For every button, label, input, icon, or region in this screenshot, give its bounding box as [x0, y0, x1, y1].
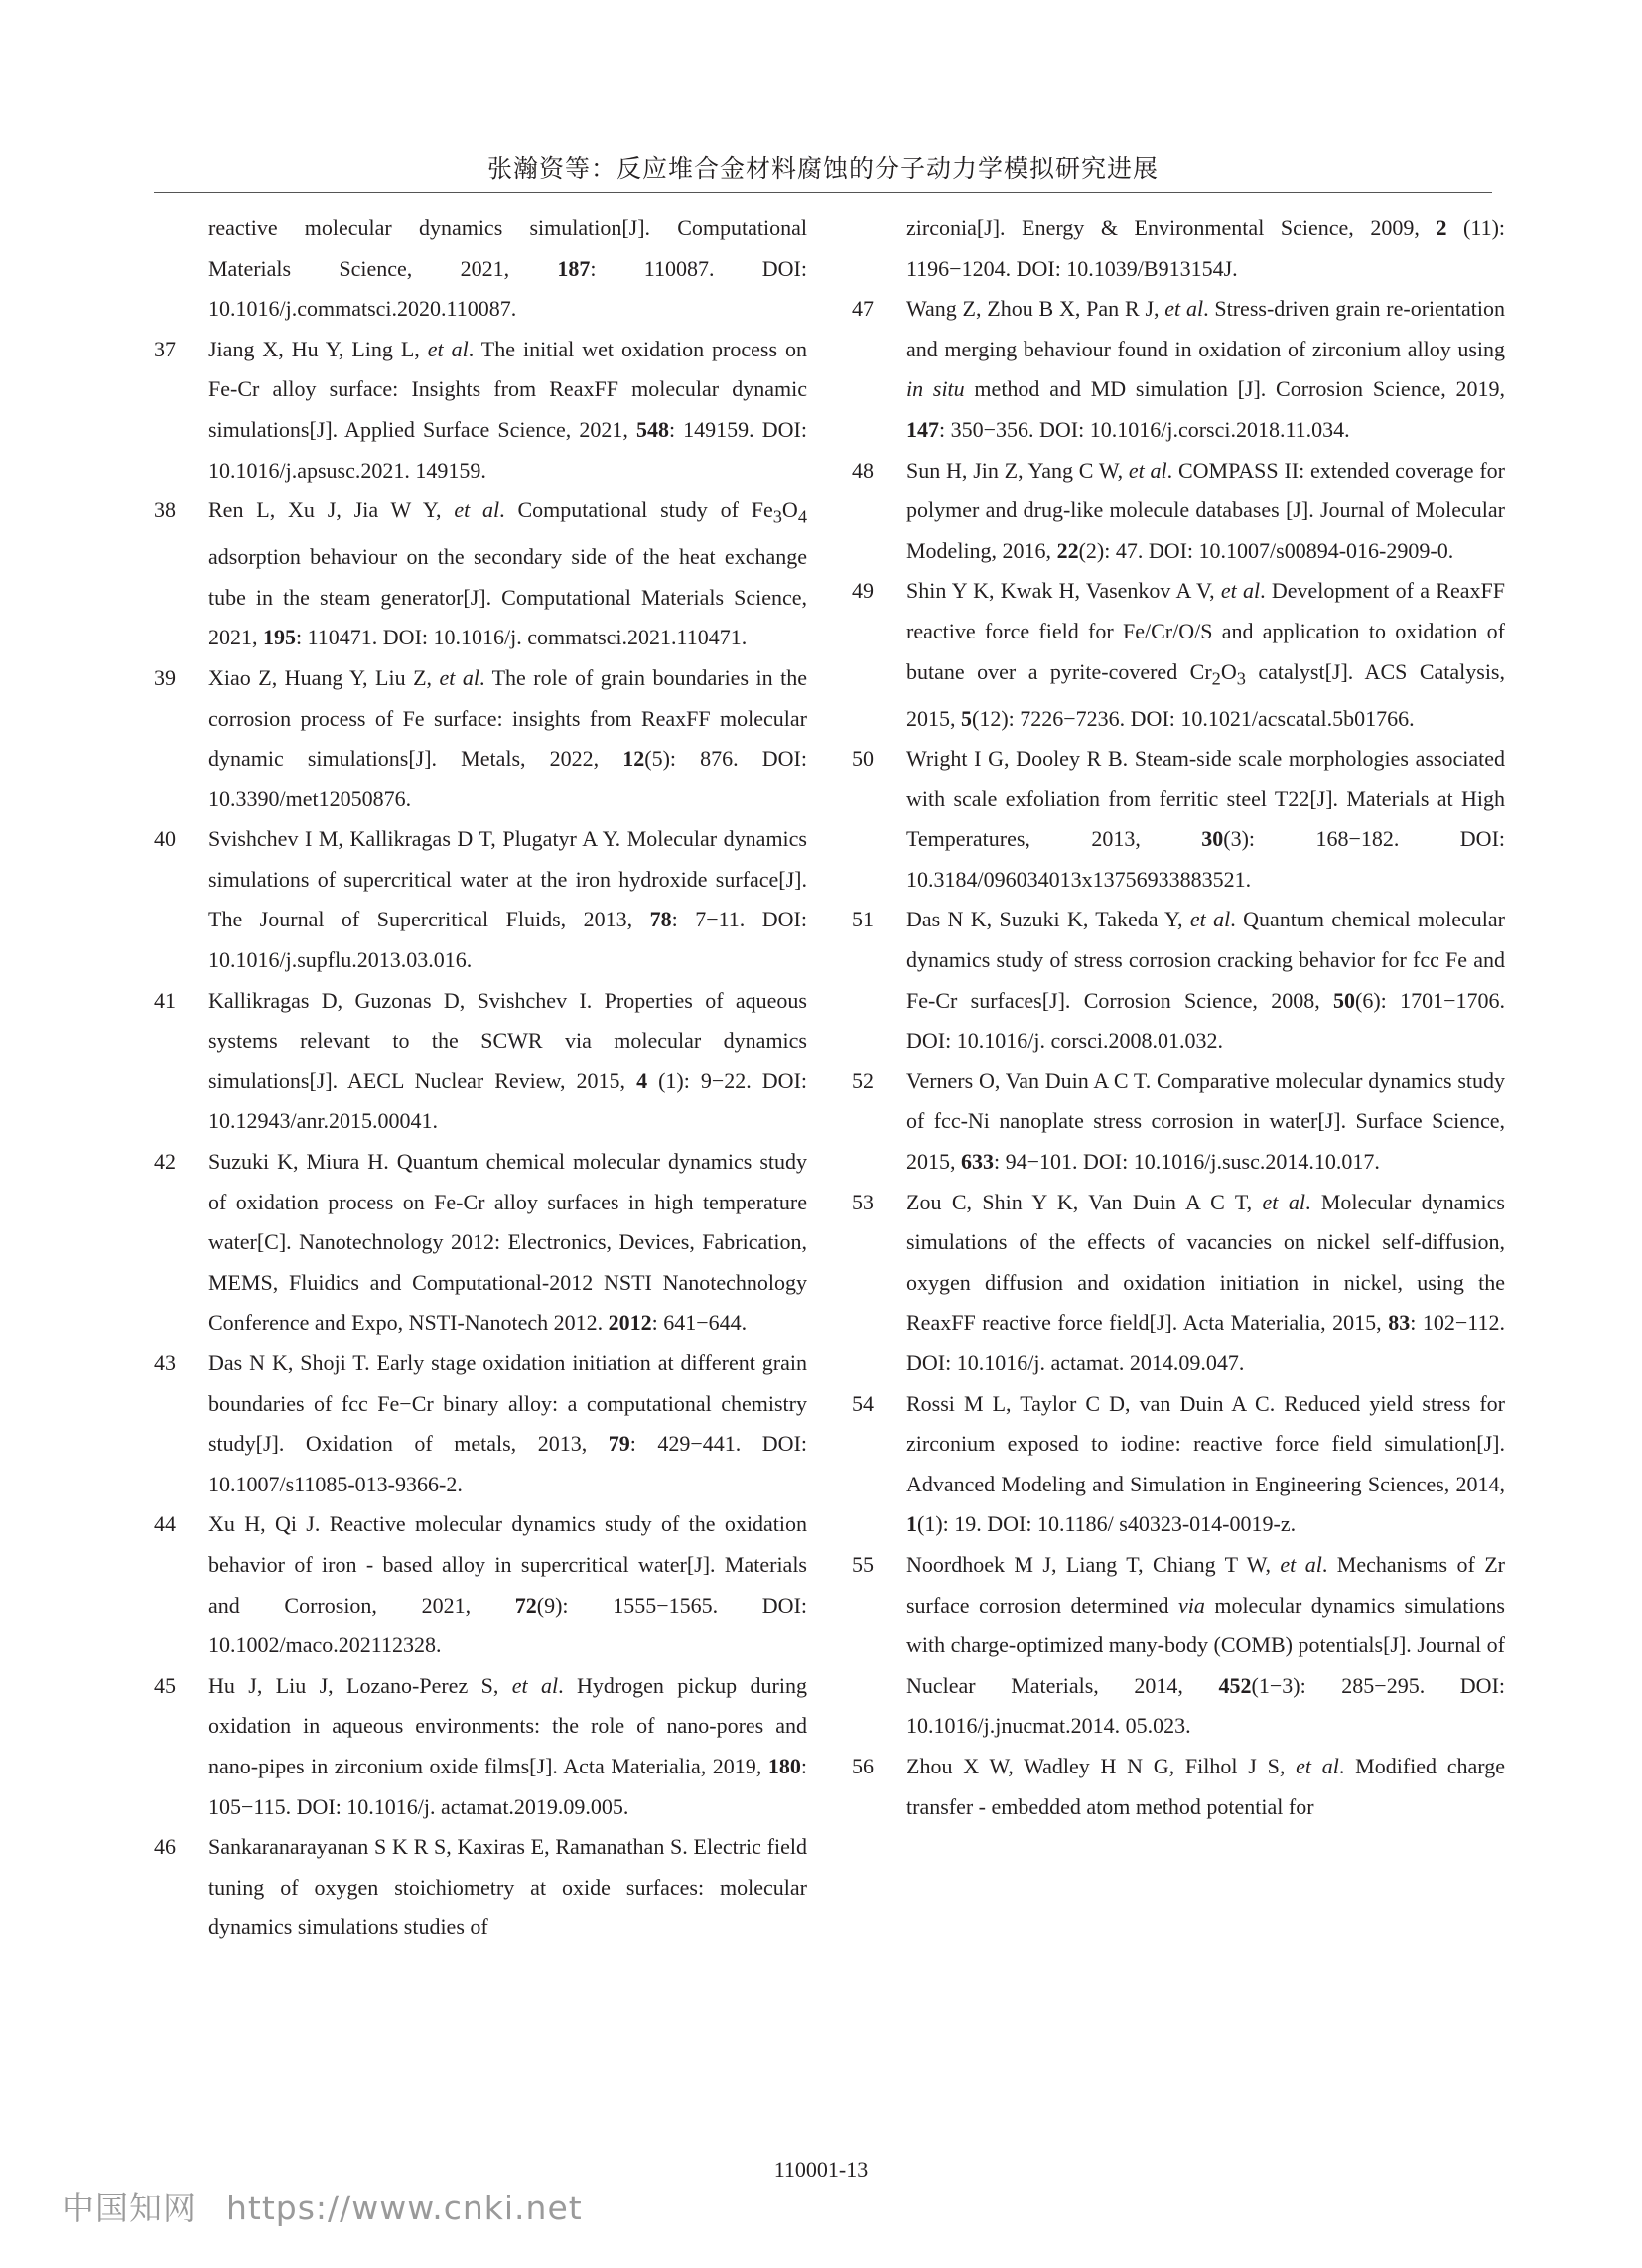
reference-number: 41	[154, 987, 176, 1013]
reference-text: Noordhoek M J, Liang T, Chiang T W, et al. Mechanisms of Zr surface corrosion determined via molecular dynamics simulations with charge-optimized many-body (COMB) potentials[J]. Journal of Nuclear Materials, 2014, 452(1−3): 285−295. DOI: 10.1016/j.jnucmat.2014. 05.023.	[906, 1551, 1506, 1739]
reference-text: Wang Z, Zhou B X, Pan R J, et al. Stress-driven grain re-orientation and merging behaviour found in oxidation of zirconium alloy using in situ method and MD simulation [J]. Corrosion Science, 2019, 147: 350−356. DOI: 10.1016/j.corsci.2018.11.034.	[906, 296, 1505, 442]
reference-entry	[154, 1827, 807, 1948]
reference-text: Shin Y K, Kwak H, Vasenkov A V, et al. Development of a ReaxFF reactive force field for Fe/Cr/O/S and application to oxidation of butane over a pyrite-covered $Cr_2O_3$ catalyst[J]. ACS Catalysis, 2015, 5(12): 7226−7236. DOI: 10.1021/acscatal.5b01766.	[906, 578, 1505, 731]
reference-text: Zou C, Shin Y K, Van Duin A C T, et al. Molecular dynamics simulations of the effects of vacancies on nickel self-diffusion, oxygen diffusion and oxidation initiation in nickel, using the ReaxFF reactive force field[J]. Acta Materialia, 2015, 83: 102−112. DOI: 10.1016/j. actamat. 2014.09.047.	[906, 1189, 1505, 1376]
reference-text: Kallikragas D, Guzonas D, Svishchev I. Properties of aqueous systems relevant to the SCWR via molecular dynamics simulations[J]. AECL Nuclear Review, 2015, 4 (1): 9−22. DOI: 10.12943/anr.2015.00041.	[208, 987, 808, 1134]
reference-number: 48	[852, 457, 874, 483]
reference-entry	[154, 819, 807, 980]
reference-entry	[852, 739, 1505, 900]
reference-text: Wright I G, Dooley R B. Steam-side scale morphologies associated with scale exfoliation from ferritic steel T22[J]. Materials at High Temperatures, 2013, 30(3): 168−182. DOI: 10.3184/096034013x13756933883521.	[906, 746, 1506, 892]
reference-text: Xu H, Qi J. Reactive molecular dynamics study of the oxidation behavior of iron - based alloy in supercritical water[J]. Materials and Corrosion, 2021, 72(9): 1555−1565. DOI: 10.1002/maco.202112328.	[208, 1511, 808, 1658]
reference-text: Ren L, Xu J, Jia W Y, et al. Computational study of $Fe_3O_4$ adsorption behaviour on the secondary side of the heat exchange tube in the steam generator[J]. Computational Materials Science, 2021, 195: 110471. DOI: 10.1016/j. commatsci.2021.110471.	[208, 497, 807, 650]
reference-number: 43	[154, 1350, 176, 1376]
references-right-column	[852, 209, 1505, 1827]
reference-entry	[154, 209, 807, 330]
reference-text: Sun H, Jin Z, Yang C W, et al. COMPASS II: extended coverage for polymer and drug-like molecule databases [J]. Journal of Molecular Modeling, 2016, 22(2): 47. DOI: 10.1007/s00894-016-2909-0.	[906, 457, 1506, 563]
reference-number: 49	[852, 578, 874, 604]
reference-entry	[154, 1504, 807, 1665]
reference-number: 50	[852, 746, 874, 772]
reference-entry	[154, 1142, 807, 1344]
reference-number: 55	[852, 1551, 874, 1577]
watermark-url: https://www.cnki.net	[226, 2189, 583, 2227]
reference-number: 46	[154, 1834, 176, 1860]
reference-number: 45	[154, 1672, 176, 1698]
reference-text: Sankaranarayanan S K R S, Kaxiras E, Ramanathan S. Electric field tuning of oxygen stoichiometry at oxide surfaces: molecular dynamics simulations studies of	[208, 1834, 807, 1940]
reference-entry	[154, 330, 807, 491]
reference-text: zirconia[J]. Energy & Environmental Science, 2009, 2 (11): 1196−1204. DOI: 10.1039/B913154J.	[906, 215, 1506, 281]
reference-number: 54	[852, 1390, 874, 1416]
reference-entry	[852, 451, 1505, 572]
reference-entry	[852, 1747, 1505, 1827]
reference-number: 56	[852, 1753, 874, 1778]
running-header: 张瀚资等：反应堆合金材料腐蚀的分子动力学模拟研究进展	[486, 154, 1159, 183]
reference-entry	[154, 491, 807, 658]
reference-text: Rossi M L, Taylor C D, van Duin A C. Reduced yield stress for zirconium exposed to iodine: reactive force field simulation[J]. Advanced Modeling and Simulation in Engineering Sciences, 2014, 1(1): 19. DOI: 10.1186/ s40323-014-0019-z.	[906, 1390, 1505, 1537]
reference-number: 37	[154, 336, 176, 361]
reference-number: 44	[154, 1511, 176, 1537]
reference-entry	[154, 1666, 807, 1827]
reference-entry	[154, 981, 807, 1142]
watermark-brand: 中国知网	[62, 2189, 197, 2227]
header-rule	[154, 192, 1492, 193]
reference-entry	[852, 1545, 1505, 1747]
reference-text: Zhou X W, Wadley H N G, Filhol J S, et al. Modified charge transfer - embedded atom method potential for	[906, 1753, 1506, 1819]
reference-text: Suzuki K, Miura H. Quantum chemical molecular dynamics study of oxidation process on Fe-Cr alloy surfaces in high temperature water[C]. Nanotechnology 2012: Electronics, Devices, Fabrication, MEMS, Fluidics and Computational-2012 NSTI Nanotechnology Conference and Expo, NSTI-Nanotech 2012. 2012: 641−644.	[208, 1149, 807, 1336]
reference-number: 47	[852, 296, 874, 322]
reference-number: 38	[154, 497, 176, 523]
reference-text: Svishchev I M, Kallikragas D T, Plugatyr A Y. Molecular dynamics simulations of supercritical water at the iron hydroxide surface[J]. The Journal of Supercritical Fluids, 2013, 78: 7−11. DOI: 10.1016/j.supflu.2013.03.016.	[208, 826, 807, 973]
reference-entry	[852, 1062, 1505, 1183]
reference-text: Das N K, Shoji T. Early stage oxidation initiation at different grain boundaries of fcc Fe−Cr binary alloy: a computational chemistry study[J]. Oxidation of metals, 2013, 79: 429−441. DOI: 10.1007/s11085-013-9366-2.	[208, 1350, 808, 1496]
page-number: 110001-13	[773, 2157, 869, 2182]
reference-entry	[852, 571, 1505, 739]
reference-entry	[154, 658, 807, 819]
reference-text: Xiao Z, Huang Y, Liu Z, et al. The role of grain boundaries in the corrosion process of Fe surface: insights from ReaxFF molecular dynamic simulations[J]. Metals, 2022, 12(5): 876. DOI: 10.3390/met12050876.	[208, 664, 807, 811]
reference-text: Hu J, Liu J, Lozano-Perez S, et al. Hydrogen pickup during oxidation in aqueous environments: the role of nano-pores and nano-pipes in zirconium oxide films[J]. Acta Materialia, 2019, 180: 105−115. DOI: 10.1016/j. actamat.2019.09.005.	[208, 1672, 807, 1819]
reference-number: 53	[852, 1189, 874, 1214]
reference-entry	[852, 1183, 1505, 1384]
reference-text: reactive molecular dynamics simulation[J]. Computational Materials Science, 2021, 187: 110087. DOI: 10.1016/j.commatsci.2020.110087.	[208, 215, 807, 322]
reference-number: 52	[852, 1067, 874, 1093]
reference-entry	[852, 1384, 1505, 1545]
reference-text: Das N K, Suzuki K, Takeda Y, et al. Quantum chemical molecular dynamics study of stress corrosion cracking behavior for fcc Fe and Fe-Cr surfaces[J]. Corrosion Science, 2008, 50(6): 1701−1706. DOI: 10.1016/j. corsci.2008.01.032.	[906, 907, 1506, 1054]
reference-number: 51	[852, 907, 874, 932]
reference-number: 40	[154, 826, 176, 852]
reference-number: 39	[154, 664, 176, 690]
reference-number: 42	[154, 1149, 176, 1175]
reference-text: Verners O, Van Duin A C T. Comparative molecular dynamics study of fcc-Ni nanoplate stress corrosion in water[J]. Surface Science, 2015, 633: 94−101. DOI: 10.1016/j.susc.2014.10.017.	[906, 1067, 1505, 1175]
reference-entry	[852, 289, 1505, 450]
reference-text: Jiang X, Hu Y, Ling L, et al. The initial wet oxidation process on Fe-Cr alloy surface: Insights from ReaxFF molecular dynamic simulations[J]. Applied Surface Science, 2021, 548: 149159. DOI: 10.1016/j.apsusc.2021. 149159.	[208, 336, 807, 483]
reference-entry	[154, 1344, 807, 1504]
reference-entry	[852, 209, 1505, 289]
reference-entry	[852, 900, 1505, 1061]
cnki-watermark	[62, 2183, 583, 2229]
references-left-column	[154, 209, 807, 1948]
